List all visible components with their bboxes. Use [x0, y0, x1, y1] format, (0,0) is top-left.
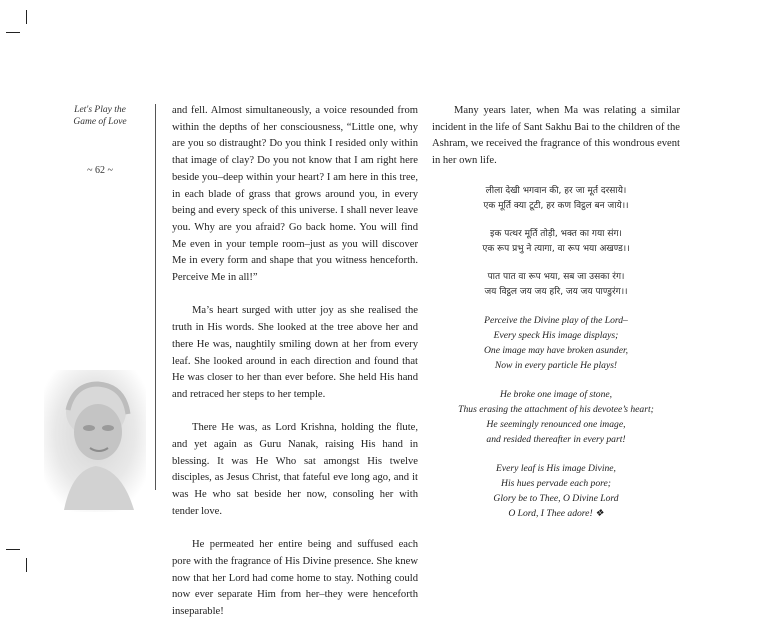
running-title — [60, 104, 140, 128]
crop-mark — [6, 32, 20, 33]
right-text-column — [432, 103, 680, 535]
verse-line: He broke one image of stone, — [499, 388, 613, 400]
crop-mark — [26, 558, 27, 572]
verse-line: जय विट्ठल जय जय हरि, जय जय पाण्डुरंग।। — [484, 286, 628, 297]
hindi-verse — [432, 184, 680, 214]
verse-line: Perceive the Divine play of the Lord– — [484, 314, 628, 326]
verse-line: Every speck His image displays; — [493, 329, 619, 341]
left-text-column — [172, 103, 418, 637]
verse-line: Thus erasing the attachment of his devotee’s heart; — [458, 403, 654, 415]
paragraph: and fell. Almost simultaneously, a voice resounded from within the depths of her consciousness, “Little one, why are you so distraught? Do you think I resided only within that image of clay? Do you not know that I am right here beside you–deep within your heart? I am here in this tree, in each blade of grass that grows around you, in every being and every speck of this universe. I shall never leave you. Why are you afraid? Go back home. You will find Me even in your temple room–just as you will discover Me in every form and shape that you witness henceforth. Perceive Me in all!” — [172, 105, 418, 284]
verse-line: He seemingly renounced one image, — [486, 418, 626, 430]
paragraph: There He was, as Lord Krishna, holding the flute, and yet again as Guru Nanak, raising His hand in blessing. It was He Who sat amongst His twelve disciples, as Jesus Christ, that fateful eve long ago, and it was He who sat beside her now, consoling her with tender love. — [172, 422, 418, 517]
verse-line: एक रूप प्रभु ने त्यागा, वा रूप भया अखण्ड।। — [482, 243, 630, 254]
verse-line: Now in every particle He plays! — [494, 359, 618, 371]
crop-mark — [6, 549, 20, 550]
verse-line: एक मूर्ति क्या टूटी, हर कण विट्ठल बन जाये।। — [483, 200, 629, 211]
verse-line: His hues pervade each pore; — [501, 477, 611, 489]
running-title-line: Game of Love — [73, 117, 127, 127]
paragraph: He permeated her entire being and suffused each pore with the fragrance of His Divine presence. She knew now that her Lord had come home to stay. Nothing could now ever separate Him from her–they were henceforth inseparable! — [172, 539, 418, 618]
paragraph: Ma’s heart surged with utter joy as she realised the truth in His words. She looked at the tree above her and there He was, naughtily smiling down at her from every leaf. She looked around in each direction and found that He was closer to her than ever before. She held His hand and retraced her steps to her temple. — [172, 305, 418, 400]
hindi-verse — [432, 227, 680, 257]
verse-line: O Lord, I Thee adore! ❖ — [508, 507, 604, 519]
paragraph: Many years later, when Ma was relating a similar incident in the life of Sant Sakhu Bai to the children of the Ashram, we received the fragrance of this wondrous event in her own life. — [432, 105, 680, 167]
verse-line: Glory be to Thee, O Divine Lord — [493, 492, 619, 504]
verse-line: One image may have broken asunder, — [483, 344, 629, 356]
running-title-line: Let's Play the — [74, 105, 126, 115]
portrait-photo — [44, 370, 146, 512]
english-verse — [432, 461, 680, 521]
english-verse — [432, 313, 680, 373]
verse-line: पात पात वा रूप भया, सब जा उसका रंग। — [487, 271, 625, 282]
verse-line: and resided thereafter in every part! — [486, 433, 626, 445]
verse-line: लीला देखी भगवान की, हर जा मूर्त दरसाये। — [485, 185, 627, 196]
page-number: ~ 62 ~ — [87, 165, 113, 176]
english-verse — [432, 387, 680, 447]
hindi-verse — [432, 270, 680, 300]
verse-line: Every leaf is His image Divine, — [496, 462, 616, 474]
column-divider — [155, 104, 156, 490]
verse-line: इक पत्थर मूर्ति तोड़ी, भक्त का गया संग। — [490, 228, 622, 239]
crop-mark — [26, 10, 27, 24]
